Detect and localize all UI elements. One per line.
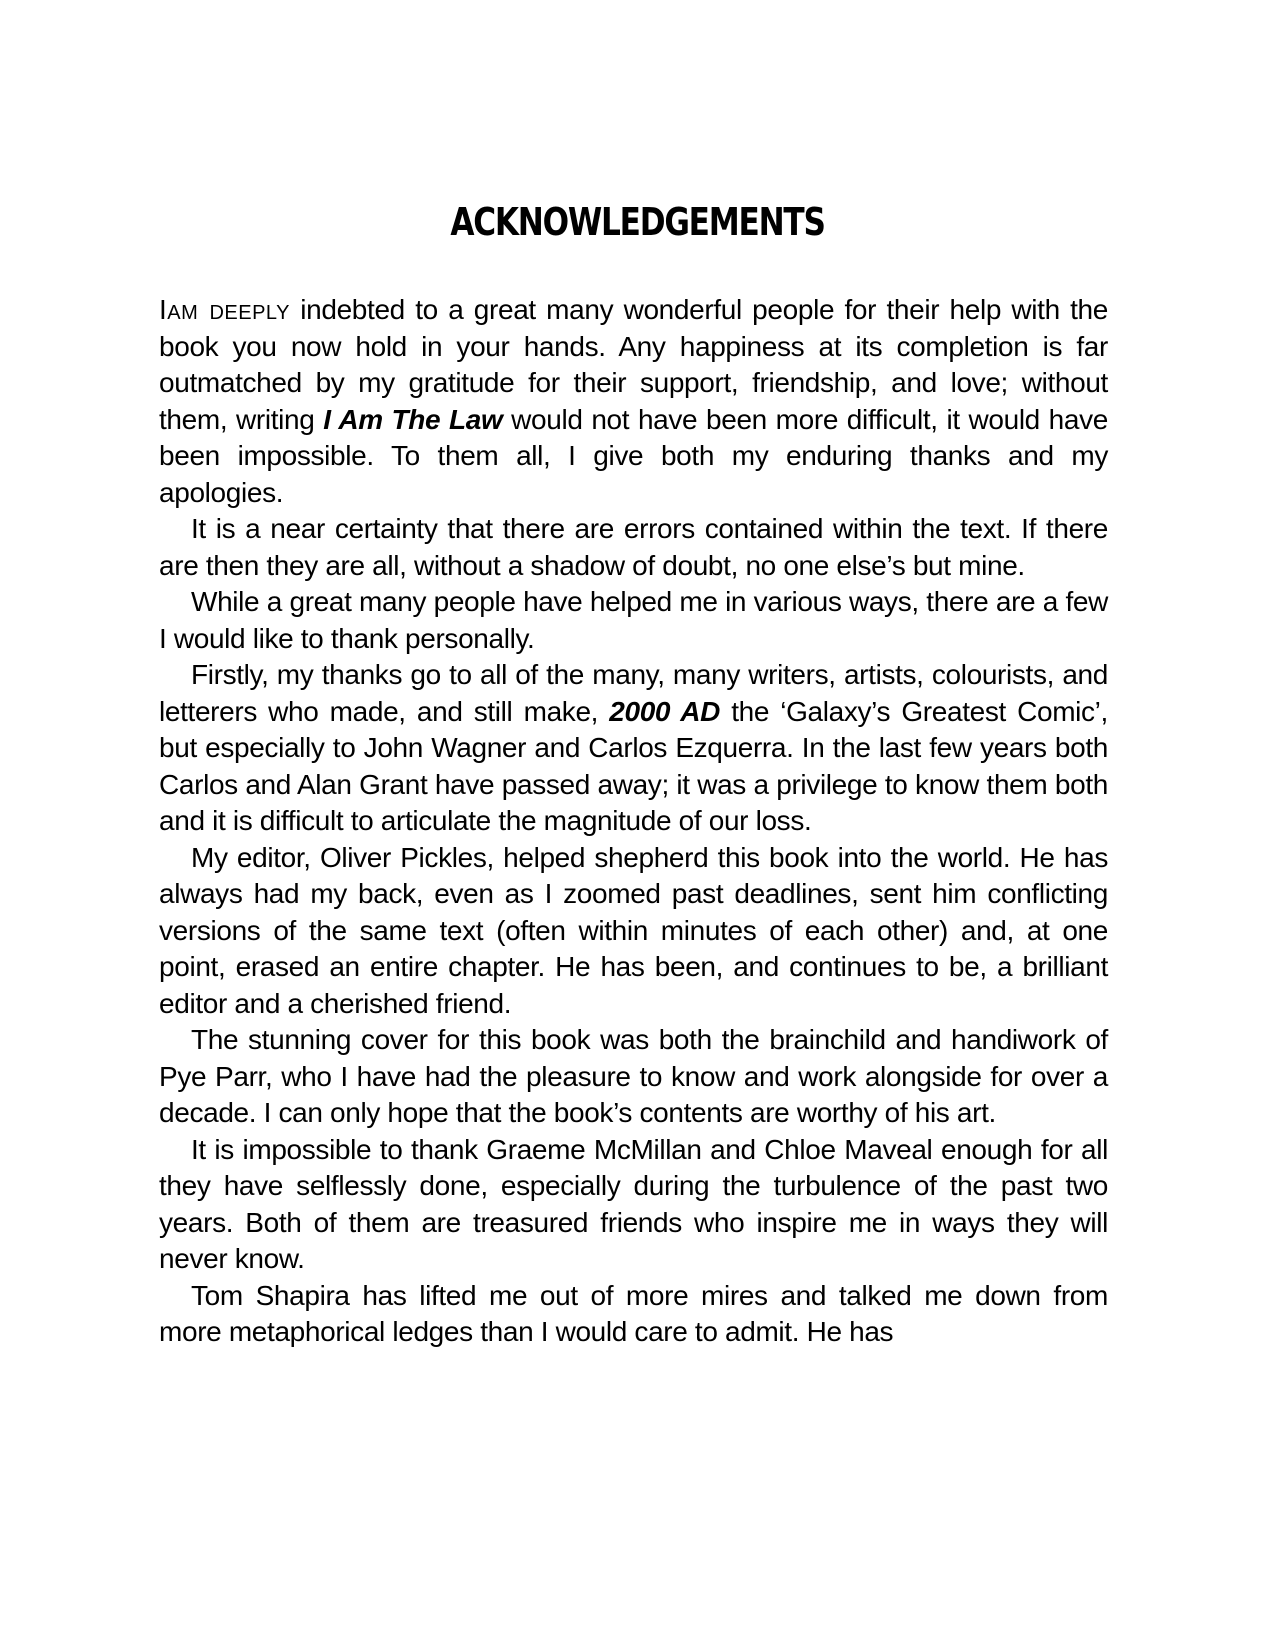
paragraph-2: It is a near certainty that there are errors contained within the text. If there are then they are all, without a shadow of doubt, no one else’s but mine.: [159, 513, 1108, 581]
body-text: [159, 292, 1108, 1351]
opening-small-caps-text: am deeply: [167, 294, 290, 325]
paragraph-8: Tom Shapira has lifted me out of more mires and talked me down from more metaphorical ledges than I would care to admit. He has: [159, 1279, 1108, 1347]
paragraph-1-text-a: indebted to a great many wonderful people for their help with the book you now hold in your hands. Any happiness at its completion is far outmatched by my gratitude for their support, friendship, and love; without them, writing: [159, 294, 1108, 435]
paragraph-1: [159, 292, 1108, 511]
paragraph-5: My editor, Oliver Pickles, helped shepherd this book into the world. He has always had my back, even as I zoomed past deadlines, sent him conflicting versions of the same text (often within minutes of each other) and, at one point, erased an entire chapter. He has been, and continues to be, a brilliant editor and a cherished friend.: [159, 841, 1108, 1019]
opening-small-caps: [159, 294, 290, 325]
comic-title: 2000 AD: [609, 695, 721, 727]
opening-capital: I: [159, 294, 168, 325]
paragraph-7: It is impossible to thank Graeme McMillan and Chloe Maveal enough for all they have selflessly done, especially during the turbulence of the past two years. Both of them are treasured friends who inspire me in ways they will never know.: [159, 1133, 1108, 1274]
paragraph-4-text-b: the ‘Galaxy’s Greatest Comic’, but especially to John Wagner and Carlos Ezquerra. In the last few years both Carlos and Alan Grant have passed away; it was a privilege to know them both and it is difficult to articulate the magnitude of our loss.: [159, 695, 1108, 836]
paragraph-4: [159, 657, 1108, 840]
paragraph-4-text-a: Firstly, my thanks go to all of the many, many writers, artists, colourists, and letterers who made, and still make,: [159, 659, 1108, 727]
book-title: I Am The Law: [323, 403, 503, 435]
paragraph-6: The stunning cover for this book was both the brainchild and handiwork of Pye Parr, who I have had the pleasure to know and work alongside for over a decade. I can only hope that the book’s contents are worthy of his art.: [159, 1024, 1108, 1128]
paragraph-3: While a great many people have helped me in various ways, there are a few I would like to thank personally.: [159, 586, 1108, 654]
paragraph-1-text-b: would not have been more difficult, it would have been impossible. To them all, I give both my enduring thanks and my apologies.: [159, 403, 1108, 508]
page-title: ACKNOWLEDGEMENTS: [450, 200, 825, 244]
